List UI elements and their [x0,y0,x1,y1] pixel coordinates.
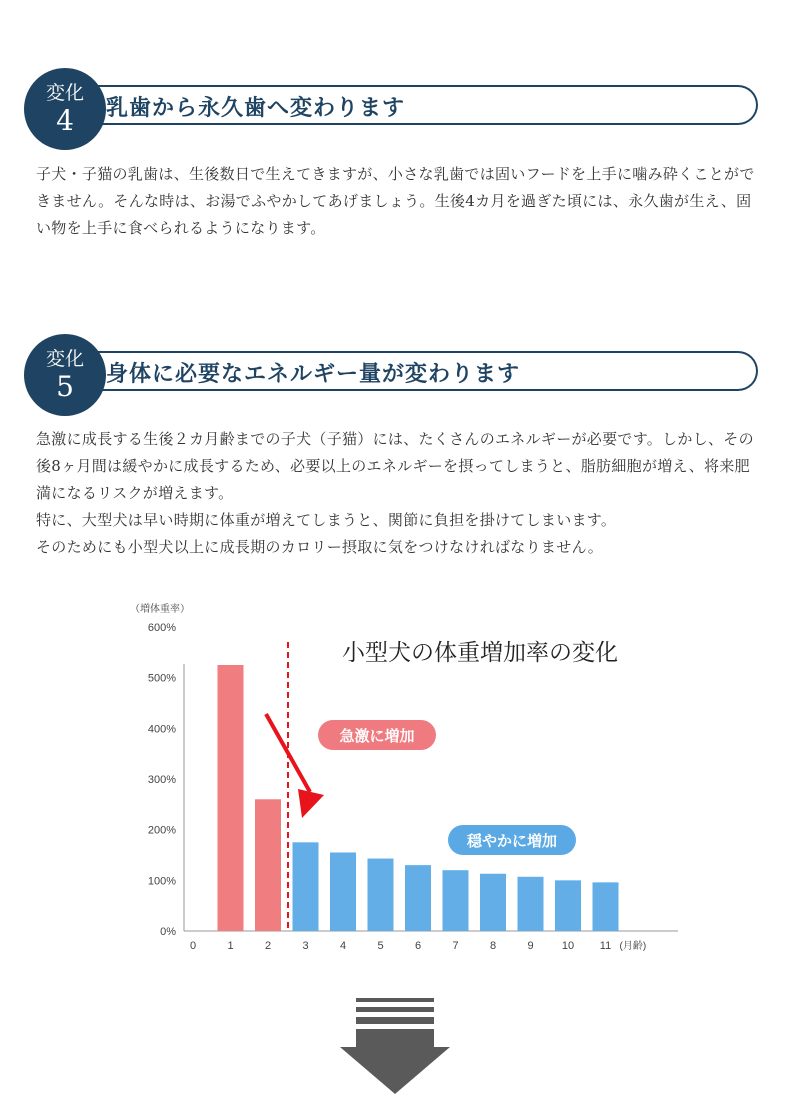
annotation-label: 穏やかに増加 [466,832,558,850]
bar-month-2 [255,799,281,931]
badge-label: 変化 [45,348,84,370]
x-tick-label: 0 [189,940,197,952]
bar-month-3 [293,842,319,931]
red-arrow-head [298,789,324,818]
section-title-bar [84,85,758,125]
x-tick-label: 6 [414,940,422,952]
badge-label: 変化 [45,82,84,104]
y-tick-label: 300% [147,774,176,786]
x-tick-label: 7 [452,940,459,952]
x-tick-label: 3 [302,940,309,952]
bar-month-11 [593,882,619,931]
paragraph: そのためにも小型犬以上に成長期のカロリー摂取に気をつけなければなりません。 [36,538,604,556]
badge-number: 4 [56,104,74,137]
weight-gain-chart [0,596,790,956]
y-tick-label: 100% [147,875,176,888]
x-tick-label: 1 [227,940,234,952]
paragraph: 特に、大型犬は早い時期に体重が増えてしまうと、関節に負担を掛けてしまいます。 [36,511,617,529]
x-tick-label: 2 [264,940,272,952]
x-tick-label: 8 [489,940,497,952]
x-tick-label: 5 [377,940,384,952]
y-axis-label: （増体重率） [130,604,190,615]
bar-month-1 [218,665,244,931]
y-tick-label: 500% [147,672,176,685]
chart-title: 小型犬の体重増加率の変化 [342,639,618,665]
x-tick-label: 9 [527,940,534,952]
y-tick-label: 200% [147,824,176,837]
down-arrow-icon [340,998,450,1098]
x-tick-label: 11 [599,940,612,952]
section-5-body [36,426,756,561]
x-axis-label: (月齢) [619,941,647,952]
y-tick-label: 0% [160,926,176,938]
section-badge [24,68,106,150]
paragraph: 急激に成長する生後２カ月齢までの子犬（子猫）には、たくさんのエネルギーが必要です。しかし、その後8ヶ月間は緩やかに成長するため、必要以上のエネルギーを摂ってしまうと、脂肪細胞が増え、将来肥満になるリスクが増えます。 [36,430,754,502]
section-title: 身体に必要なエネルギー量が変わります [106,361,521,387]
y-tick-label: 600% [147,622,176,634]
paragraph: 子犬・子猫の乳歯は、生後数日で生えてきますが、小さな乳歯では固いフードを上手に噛み砕くことができません。そんな時は、お湯でふやかしてあげましょう。生後4カ月を過ぎた頃には、永久歯が生え、固い物を上手に食べられるようになります。 [36,165,755,237]
section-badge [24,334,106,416]
bar-month-7 [443,870,469,931]
annotation-label: 急激に増加 [339,727,415,745]
x-tick-label: 10 [561,940,575,952]
bar-month-10 [555,880,581,931]
bar-month-9 [518,877,544,931]
bar-month-8 [480,874,506,931]
bar-month-5 [368,859,394,931]
section-4-body [36,161,756,242]
bar-month-6 [405,865,431,931]
badge-number: 5 [56,370,74,403]
section-title-bar [84,351,758,391]
bar-month-4 [330,852,356,931]
x-tick-label: 4 [339,940,347,952]
section-title: 乳歯から永久歯へ変わります [106,95,406,121]
y-tick-label: 400% [147,723,176,736]
